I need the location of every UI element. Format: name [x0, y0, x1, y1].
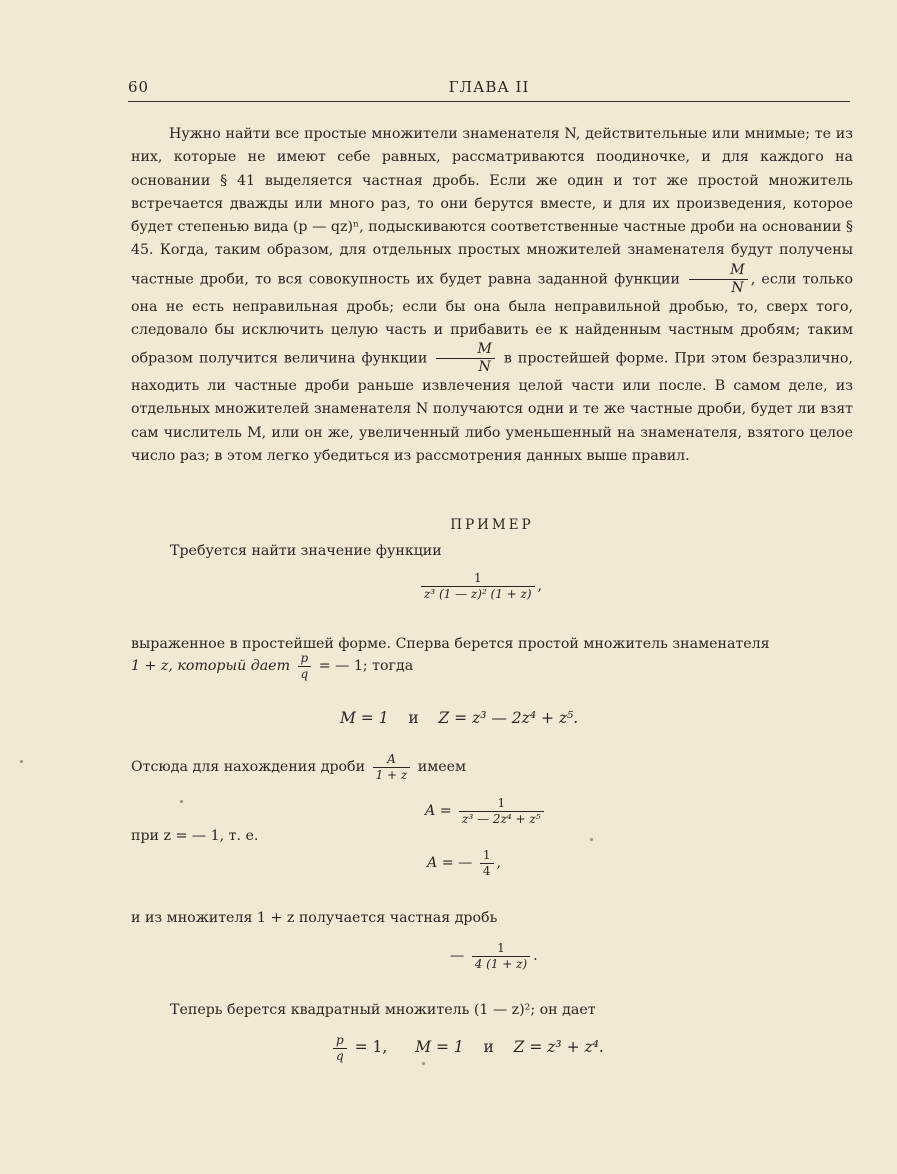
fraction-denominator: N: [478, 359, 491, 376]
formula-partial-fraction: [450, 942, 538, 970]
fraction: [480, 849, 494, 877]
header-rule: [128, 101, 850, 102]
equation-z: Z = z³ + z⁴.: [513, 1038, 604, 1057]
equation-lhs: A = —: [427, 855, 473, 872]
paper-speck: [590, 838, 593, 841]
page-number: 60: [128, 78, 150, 96]
fraction-numerator: p: [333, 1034, 347, 1049]
equation-m: M = 1: [415, 1038, 464, 1057]
minus-sign: —: [450, 948, 465, 965]
text-line: Теперь берется квадратный множитель (1 — z)²; он дает: [170, 1002, 596, 1018]
fraction-denominator: q: [300, 666, 309, 681]
text-inline: 1 + z, который дает: [131, 658, 291, 675]
fraction-numerator: 1: [421, 572, 535, 587]
text-line: выраженное в простейшей форме. Сперва берется простой множитель знаменателя: [131, 636, 770, 652]
formula-line: [131, 753, 466, 781]
fraction-numerator: A: [373, 753, 411, 768]
fraction-p-over-q: [333, 1034, 347, 1062]
fraction-denominator: 4 (1 + z): [474, 956, 528, 971]
fraction-denominator: z³ — 2z⁴ + z⁵: [462, 811, 541, 826]
equation-line-final: [330, 1034, 604, 1062]
text-inline: Отсюда для нахождения дроби: [131, 759, 366, 776]
fraction-m-over-n: [436, 342, 495, 375]
fraction-denominator: 4: [482, 863, 491, 878]
fraction-numerator: 1: [472, 942, 530, 957]
punctuation: ,: [537, 578, 543, 595]
formula-function: [418, 572, 542, 600]
text-line: Требуется найти значение функции: [170, 543, 442, 559]
text-inline: имеем: [417, 759, 467, 776]
fraction: [421, 572, 535, 600]
conjunction: и: [483, 1038, 494, 1057]
fraction-numerator: 1: [480, 849, 494, 864]
equation-rhs: = 1,: [354, 1038, 388, 1057]
fraction-numerator: M: [689, 263, 748, 280]
formula-a-equals: [425, 797, 547, 825]
fraction-numerator: p: [298, 652, 312, 667]
paper-speck: [180, 800, 183, 803]
body-paragraph: [131, 123, 853, 468]
fraction-denominator: 1 + z: [375, 767, 408, 782]
conjunction: и: [408, 709, 419, 727]
paragraph-text: в простейшей форме. При этом безразлично, находить ли частные дроби раньше извлечения целой части или после. В самом деле, из отдельных множителей знаменателя N получаются одни и те же частные дроби, будет ли взят сам числитель M, или он же, увеличенный либо уменьшенный на знаменателя, взятого целое число раз; в этом легко убедиться из рассмотрения данных выше правил.: [131, 350, 853, 464]
equation-m: M = 1: [340, 709, 389, 727]
paper-speck: [422, 1062, 425, 1065]
paragraph-text: Нужно найти все простые множители знаменателя N, действительные или мнимые; те из них, которые не имеют себе равных, рассматриваются поодиночке, и для каждого на основании § 41 выделяется частная дробь. Если же один и тот же простой множитель встречается дважды или много раз, то они берутся вместе, и для их произведения, которое будет степенью вида (p — qz)ⁿ, подыскиваются соответственные частные дроби на основании § 45. Когда, таким образом, для отдельных простых множителей знаменателя будут получены частные дроби, то вся совокупность их будет равна заданной функции: [131, 126, 853, 288]
equation-mz: [340, 708, 578, 728]
fraction: [459, 797, 543, 825]
fraction-denominator: N: [731, 279, 744, 296]
punctuation: ,: [496, 855, 502, 872]
fraction-numerator: M: [436, 342, 495, 359]
page-header: [128, 78, 850, 100]
text-line: при z = — 1, т. е.: [131, 828, 259, 844]
formula-line: [131, 652, 413, 680]
paper-speck: [20, 760, 23, 763]
fraction: [472, 942, 530, 970]
paragraph-text: , если только она не есть неправильная дробь; если бы она была неправильной дробью, то, сверх того, следовало бы исключить целую часть и прибавить ее к найденным частным дробям; таким образом получится величина функции: [131, 271, 853, 367]
equation-lhs: A =: [425, 803, 452, 820]
chapter-title: ГЛАВА II: [448, 78, 530, 96]
fraction-m-over-n: [689, 263, 748, 296]
equation-z: Z = z³ — 2z⁴ + z⁵.: [438, 709, 579, 727]
equation-rhs: = — 1; тогда: [318, 658, 414, 675]
fraction-denominator: z³ (1 — z)² (1 + z): [424, 586, 532, 601]
fraction-p-over-q: [298, 652, 312, 680]
fraction-numerator: 1: [459, 797, 543, 812]
text-line: и из множителя 1 + z получается частная дробь: [131, 910, 498, 926]
example-heading: ПРИМЕР: [450, 517, 534, 533]
fraction-denominator: q: [336, 1048, 344, 1063]
formula-a-value: [427, 849, 501, 877]
fraction-a: [373, 753, 411, 781]
punctuation: .: [533, 948, 538, 965]
